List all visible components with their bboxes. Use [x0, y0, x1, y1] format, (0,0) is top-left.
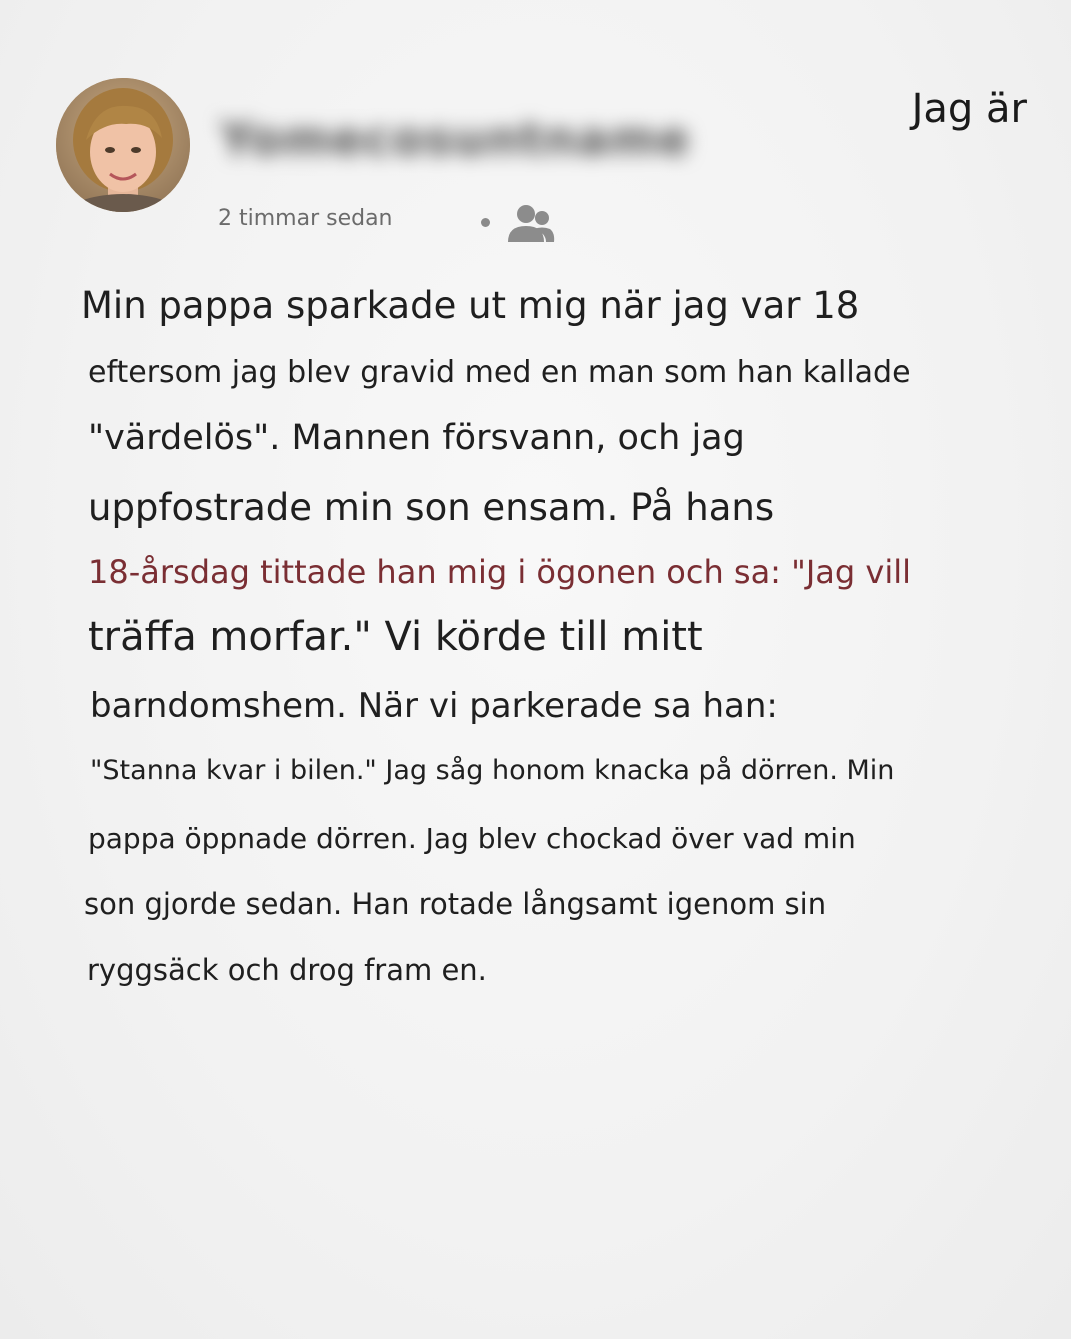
- people-icon: [506, 202, 556, 244]
- story-line-3: "värdelös". Mannen försvann, och jag: [88, 418, 745, 458]
- story-line-6: träffa morfar." Vi körde till mitt: [88, 614, 703, 660]
- header-right-text: Jag är: [911, 86, 1027, 132]
- story-line-11: ryggsäck och drog fram en.: [87, 953, 487, 987]
- username[interactable]: Yomecosuntname: [220, 112, 691, 166]
- story-line-7: barndomshem. När vi parkerade sa han:: [90, 686, 778, 726]
- story-line-8: "Stanna kvar i bilen." Jag såg honom knacka på dörren. Min: [90, 755, 895, 786]
- avatar[interactable]: [56, 78, 190, 212]
- post-timestamp: 2 timmar sedan: [218, 206, 393, 231]
- story-line-9: pappa öppnade dörren. Jag blev chockad över vad min: [88, 822, 856, 855]
- story-line-1: Min pappa sparkade ut mig när jag var 18: [81, 284, 860, 327]
- story-line-10: son gjorde sedan. Han rotade långsamt igenom sin: [84, 887, 827, 921]
- story-line-2: eftersom jag blev gravid med en man som han kallade: [88, 355, 911, 390]
- story-line-5: 18-årsdag tittade han mig i ögonen och sa: "Jag vill: [88, 553, 911, 591]
- separator-dot: [481, 218, 490, 227]
- story-line-4: uppfostrade min son ensam. På hans: [88, 486, 775, 529]
- profile-photo-icon: [56, 78, 190, 212]
